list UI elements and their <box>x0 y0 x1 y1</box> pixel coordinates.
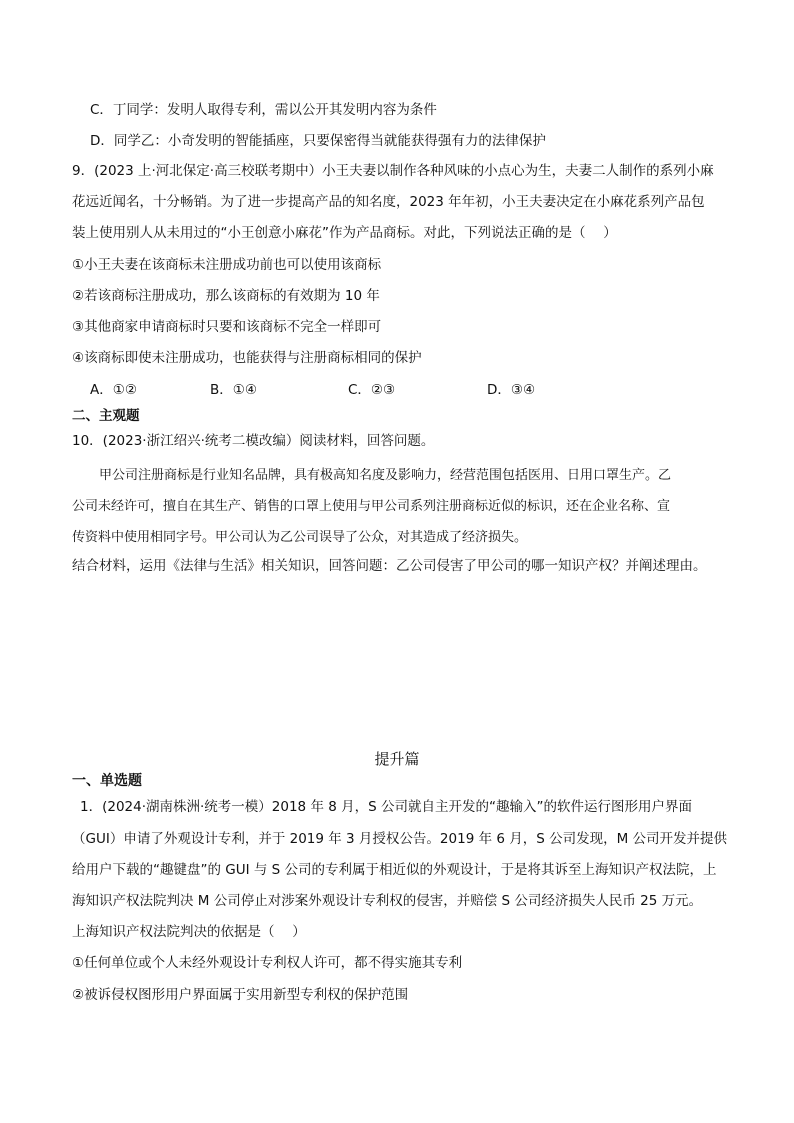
q9-option-c: C．②③ <box>348 382 396 398</box>
q10-question: 结合材料，运用《法律与生活》相关知识，回答问题：乙公司侵害了甲公司的哪一知识产权？并阐述理由。 <box>72 558 707 574</box>
section-1-heading: 一、单选题 <box>72 773 142 789</box>
p1-line5: 上海知识产权法院判决的依据是（ ） <box>72 924 306 940</box>
q10-stem: 10．(2023·浙江绍兴·统考二模改编）阅读材料，回答问题。 <box>72 433 435 449</box>
p1-line2: （GUI）申请了外观设计专利，并于 2019 年 3 月授权公告。2019 年 6 月，S 公司发现，M 公司开发并提供 <box>72 831 728 847</box>
q9-option-b: B．①④ <box>210 382 257 398</box>
p1-statement-2: ②被诉侵权图形用户界面属于实用新型专利权的保护范围 <box>72 987 409 1003</box>
section-2-heading: 二、主观题 <box>72 408 140 424</box>
q9-stem-line2: 花远近闻名，十分畅销。为了进一步提高产品的知名度，2023 年年初，小王夫妻决定在小麻花系列产品包 <box>72 194 705 210</box>
q9-statement-4: ④该商标即使未注册成功，也能获得与注册商标相同的保护 <box>72 350 422 366</box>
p1-line3: 给用户下载的“趣键盘”的 GUI 与 S 公司的专利属于相近似的外观设计，于是将其诉至上海知识产权法院，上 <box>72 862 717 878</box>
q10-material-line1: 甲公司注册商标是行业知名品牌，具有极高知名度及影响力，经营范围包括医用、日用口罩生产。乙 <box>99 468 672 483</box>
p1-line1: 1．(2024·湖南株洲·统考一模）2018 年 8 月，S 公司就自主开发的“趣输入”的软件运行图形用户界面 <box>80 799 692 815</box>
p1-statement-1: ①任何单位或个人未经外观设计专利权人许可，都不得实施其专利 <box>72 955 463 971</box>
q9-options <box>90 380 630 400</box>
p1-line4: 海知识产权法院判决 M 公司停止对涉案外观设计专利权的侵害，并赔偿 S 公司经济损失人民币 25 万元。 <box>72 893 703 909</box>
q9-stem-line3: 装上使用别人从未用过的“小王创意小麻花”作为产品商标。对此，下列说法正确的是（ ） <box>72 225 617 241</box>
q9-option-d: D．③④ <box>487 382 536 398</box>
q9-statement-2: ②若该商标注册成功，那么该商标的有效期为 10 年 <box>72 288 380 304</box>
q10-material-line2: 公司未经许可，擅自在其生产、销售的口罩上使用与甲公司系列注册商标近似的标识，还在企业名称、宣 <box>72 499 671 514</box>
part-title: 提升篇 <box>374 750 420 768</box>
q9-statement-3: ③其他商家申请商标时只要和该商标不完全一样即可 <box>72 319 382 335</box>
q10-material-line3: 传资料中使用相同字号。甲公司认为乙公司误导了公众，对其造成了经济损失。 <box>72 530 528 545</box>
q9-stem-line1: 9．(2023 上·河北保定·高三校联考期中）小王夫妻以制作各种风味的小点心为生，夫妻二人制作的系列小麻 <box>72 163 714 179</box>
option-c: C．丁同学：发明人取得专利，需以公开其发明内容为条件 <box>90 102 437 118</box>
option-d: D．同学乙：小奇发明的智能插座，只要保密得当就能获得强有力的法律保护 <box>90 133 546 149</box>
q9-option-a: A．①② <box>90 382 137 398</box>
q9-statement-1: ①小王夫妻在该商标未注册成功前也可以使用该商标 <box>72 257 382 273</box>
